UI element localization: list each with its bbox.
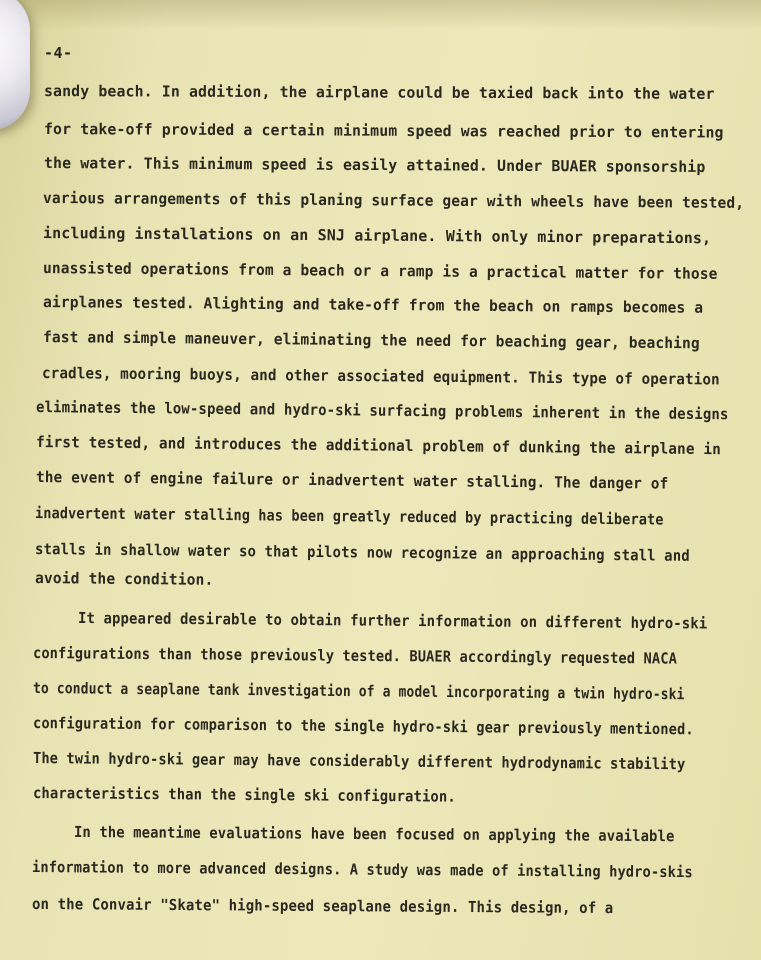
body-line: various arrangements of this planing surface gear with wheels have been tested, xyxy=(42,189,745,212)
page-number: -4- xyxy=(44,44,73,62)
body-line: cradles, mooring buoys, and other associated equipment. This type of operation xyxy=(41,364,720,389)
body-line: avoid the condition. xyxy=(34,569,214,589)
body-line: fast and simple maneuver, eliminating the need for beaching gear, beaching xyxy=(42,328,700,353)
body-line: characteristics than the single ski configuration. xyxy=(32,784,456,806)
body-line: for take-off provided a certain minimum speed was reached prior to entering xyxy=(43,120,724,142)
body-line: first tested, and introduces the additional problem of dunking the airplane in xyxy=(35,433,722,459)
body-line: the water. This minimum speed is easily attained. Under BUAER sponsorship xyxy=(43,154,706,177)
page-shadow xyxy=(0,0,761,30)
body-line: eliminates the low-speed and hydro-ski surfacing problems inherent in the designs xyxy=(35,398,729,424)
body-line: inadvertent water stalling has been greatly reduced by practicing deliberate xyxy=(34,504,664,529)
body-line: stalls in shallow water so that pilots now recognize an approaching stall and xyxy=(34,540,690,565)
body-line: information to more advanced designs. A study was made of installing hydro-skis xyxy=(31,858,693,882)
body-line: The twin hydro-ski gear may have considerably different hydrodynamic stability xyxy=(32,749,686,774)
body-line: unassisted operations from a beach or a ramp is a practical matter for those xyxy=(42,259,718,283)
glove-finger xyxy=(0,0,30,130)
body-line: configurations than those previously tested. BUAER accordingly requested NACA xyxy=(32,644,678,668)
body-line: the event of engine failure or inadvertent water stalling. The danger of xyxy=(35,468,669,493)
body-line: configuration for comparison to the single hydro-ski gear previously mentioned. xyxy=(32,714,694,739)
body-line: on the Convair "Skate" high-speed seaplane design. This design, of a xyxy=(31,895,614,918)
body-line: including installations on an SNJ airplane. With only minor preparations, xyxy=(42,224,712,248)
body-line: airplanes tested. Alighting and take-off from the beach on ramps becomes a xyxy=(42,293,704,317)
body-line: sandy beach. In addition, the airplane could be taxied back into the water xyxy=(43,82,715,103)
body-line: to conduct a seaplane tank investigation of a model incorporating a twin hydro-ski xyxy=(32,679,685,704)
body-line: In the meantime evaluations have been focused on applying the available xyxy=(73,823,675,846)
body-line: It appeared desirable to obtain further information on different hydro-ski xyxy=(77,609,708,633)
